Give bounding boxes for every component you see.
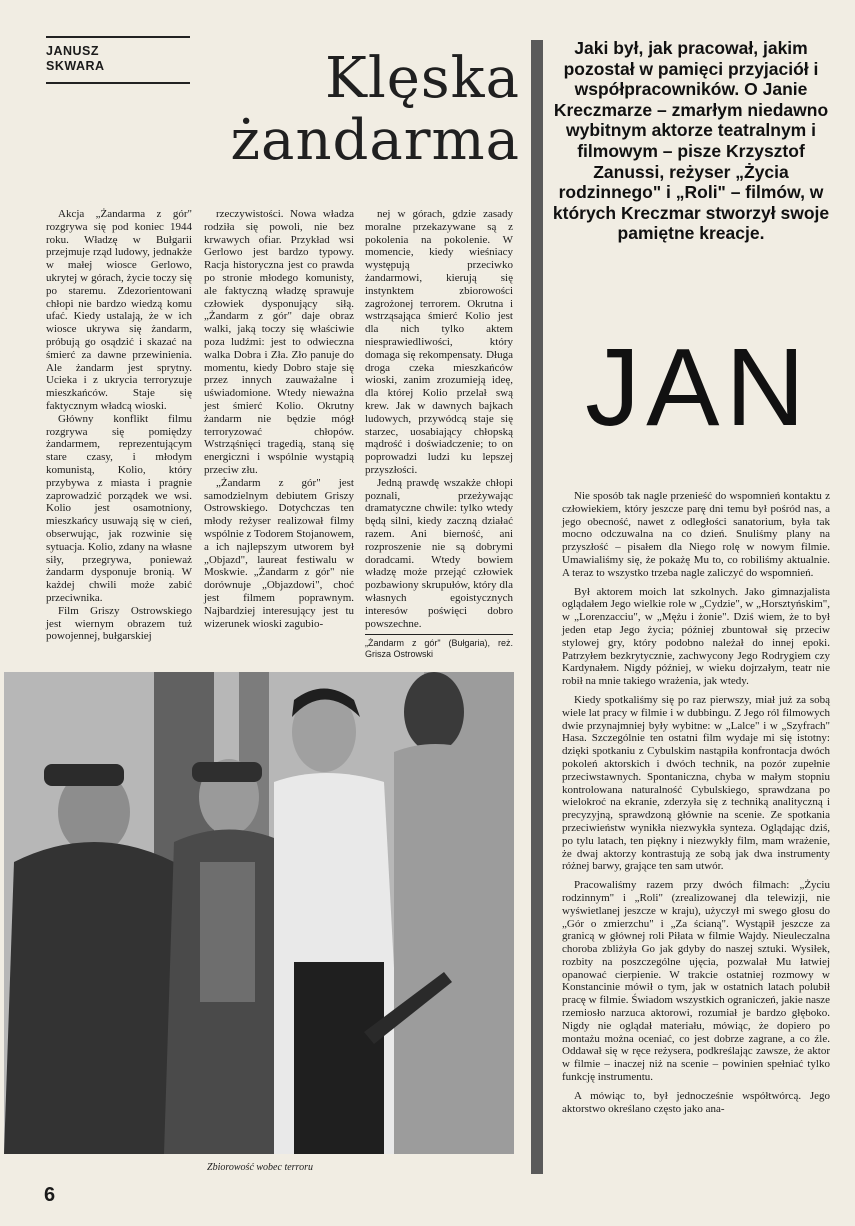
page-number: 6 bbox=[44, 1184, 56, 1206]
film-caption: „Żandarm z gór" (Bułgaria), reż. Grisza Ostrowski bbox=[365, 638, 513, 660]
paragraph: nej w górach, gdzie zasady moralne przekazywane są z pokolenia na pokolenie. W momencie, kiedy wieśniacy występują przeciwko żandarmowi, kierują się instynktem zbiorowości zagrożonej terrorem. Okrutna i wstrząsająca śmierć Kolio jest dla nich tylko aktem niesprawiedliwości, który domaga się rekompensaty. Długa droga czeka mieszkańców wioski, zanim zrozumieją ideę, dla której Kolio przelał swą krew. Jak w dawnych bajkach ludowych, przywódcą staje się starzec, uosabiający chłopską mądrość i doświadczenie; to on poprowadzi ludzi ku lepszej przyszłości. bbox=[365, 208, 513, 476]
paragraph: Akcja „Żandarma z gór" rozgrywa się pod koniec 1944 roku. Władzę w Bułgarii przejmuje rząd ludowy, jednakże w małej wiosce Gerlowo, ukrytej w górach, życie toczy się po staremu. Zdezorientowani chłopi nie bardzo wiedzą komu ufać. Kiedy ustalają, że w ich wiosce ukrywa się żandarm, próbują go osądzić i skazać na śmierć za dawne przewinienia. Ale żandarm jest sprytny. Ucieka i z ukrycia terroryzuje mieszkańców. Staje się faktycznym władcą wioski. bbox=[46, 208, 192, 412]
article-column-3 bbox=[365, 208, 513, 660]
photo-caption: Zbiorowość wobec terroru bbox=[207, 1162, 313, 1173]
feature-column bbox=[562, 490, 830, 1121]
feature-big-name: JAN bbox=[585, 326, 811, 449]
article-column-2 bbox=[204, 208, 354, 630]
feature-lead: Jaki był, jak pracował, jakim pozostał w pamięci przyjaciół i współpracowników. O Janie Kreczmarze – zmarłym niedawno wybitnym aktorze teatralnym i filmowym – pisze Krzysztof Zanussi, reżyser „Życia rodzinnego" i „Roli" – filmów, w których Kreczmar stworzył swoje pamiętne kreacje. bbox=[552, 38, 830, 244]
author-first-name: JANUSZ bbox=[46, 44, 100, 58]
film-still-photo bbox=[4, 672, 514, 1154]
title-line-1: Klęska bbox=[325, 46, 520, 111]
film-still-illustration bbox=[4, 672, 514, 1154]
paragraph: Był aktorem moich lat szkolnych. Jako gimnazjalista oglądałem Jego wielkie role w „Cydzie", w „Horsztyńskim", w „Lorenzacciu", w „Mężu i żonie". Dziś wiem, że to był jeden etap Jego życia; później zbuntował się przeciw stylowej gry, który podobno należał do innej epoki. Patrzyłem bezkrytycznie, zachwycony Jego Rodrygiem czy Kardynałem. Nigdy później, w wieku dojrzałym, teatr nie robił na mnie takiego wrażenia, jak wtedy. bbox=[562, 585, 830, 688]
vertical-divider-bar bbox=[531, 40, 543, 1174]
caption-rule bbox=[365, 634, 513, 635]
paragraph: Jedną prawdę wszakże chłopi poznali, przeżywając dramatyczne chwile: tylko wtedy będą silni, kiedy zaczną działać razem. Ani bierność, ani rozproszenie nie są dobrymi doradcami. Wtedy bowiem władzę może przejąć człowiek pozbawiony skrupułów, który dla własnych egoistycznych interesów poświęci dobro powszechne. bbox=[365, 476, 513, 630]
paragraph: Film Griszy Ostrowskiego jest wiernym obrazem tuż powojennej, bułgarskiej bbox=[46, 604, 192, 643]
paragraph: Kiedy spotkaliśmy się po raz pierwszy, miał już za sobą wiele lat pracy w filmie i w dubbingu. Z Jego ról filmowych dwie przynajmniej były wybitne: w „Lalce" i w „Szyfrach" Hasa. Szczególnie ten ostatni film wydaje mi się istotny: dzięki spotkaniu z Cybulskim nastąpiła konfrontacja dwóch pokoleń aktorskich i dwóch technik, na pozór zupełnie przeciwstawnych. Spontaniczna, chyba w małym stopniu kontrolowana naturalność Cybulskiego, sprawdzana po wielokroć na ekranie, zderzyła się z techniką analityczną i precyzyjną, sprawdzoną głównie na scenie. Ze spotkania przeciwieństw wynikła niezwykła synteza. Oglądając dziś, po tylu latach, ten piękny i niezwykły film, mam wrażenie, że dwaj aktorzy kontrastują ze sobą jak dwa instrumenty różnej barwy, grające ten sam utwór. bbox=[562, 693, 830, 873]
paragraph: Główny konflikt filmu rozgrywa się pomiędzy żandarmem, reprezentującym stare czasy, i młodym komunistą, Kolio, który przybywa z miasta i pragnie zaprowadzić porządek we wsi. Kolio jest osamotniony, mieszkańcy usuwają się w cień, obserwując, jak rozwinie się sytuacja. Kolio, zdany na własne siły, przegrywa, ponieważ żandarm dysponuje bronią. W każdej chwili może zabić przeciwnika. bbox=[46, 412, 192, 604]
author-name bbox=[46, 44, 186, 74]
author-bottom-rule bbox=[46, 82, 190, 84]
paragraph: A mówiąc to, był jednocześnie współtwórcą. Jego aktorstwo określano często jako ana- bbox=[562, 1089, 830, 1115]
paragraph: Nie sposób tak nagle przenieść do wspomnień kontaktu z człowiekiem, który jeszcze parę dni temu był pośród nas, a jego obecność, nawet z odległości sanatorium, była tak mocno odczuwalna na co dzień. Snuliśmy plany na przyszłość – pisałem dla Niego rolę w nowym filmie. Umawialiśmy się, że pokażę Mu to, co robiliśmy aktualnie. A teraz to wszystko trzeba nagle zaliczyć do wspomnień. bbox=[562, 490, 830, 579]
author-last-name: SKWARA bbox=[46, 59, 105, 73]
article-column-1 bbox=[46, 208, 192, 643]
title-line-2: żandarma bbox=[230, 108, 520, 173]
author-top-rule bbox=[46, 36, 190, 38]
paragraph: „Żandarm z gór" jest samodzielnym debiutem Griszy Ostrowskiego. Dotychczas ten młody reżyser realizował filmy wspólnie z Todorem Stojanowem, a ich najlepszym utworem był „Objazd", laureat festiwalu w Moskwie. „Żandarm z gór" nie dorównuje „Objazdowi", choć jest filmem poprawnym. Najbardziej interesujący jest tu wizerunek wioski zagubio- bbox=[204, 476, 354, 630]
paragraph: rzeczywistości. Nowa władza rodziła się powoli, nie bez krwawych ofiar. Przykład wsi Gerlowo jest bardzo typowy. Racja historyczna jest co prawda po stronie młodego komunisty, ale faktyczną władzę sprawuje człowiek dysponujący siłą. „Żandarm z gór" daje obraz walki, jaką toczy się właściwie poza ludźmi: jest to odwieczna walka Dobra i Zła. Zło panuje do momentu, kiedy Dobro staje się przez innych zauważalne i uświadomione. Wtedy nieważna jest śmierć Kolio. Okrutny żandarm nie będzie mógł terroryzować chłopów. Wstrząśnięci tragedią, staną się energiczni i wspólnie wystąpią przeciw złu. bbox=[204, 208, 354, 476]
article-title bbox=[170, 48, 520, 172]
paragraph: Pracowaliśmy razem przy dwóch filmach: „Życiu rodzinnym" i „Roli" (zrealizowanej dla telewizji, nie wyświetlanej jeszcze w kraju), użyczył mi swego głosu do „Gór o zmierzchu" i „Za ścianą". Wystąpił jeszcze za granicą w głównej roli Piłata w filmie Wajdy. Nieuleczalna choroba zbliżyła Go jak gdyby do naszej sztuki. Wysiłek, rozbity na poszczególne ujęcia, pozwalał Mu łatwiej opanować cierpienie. W trakcie ostatniej rozmowy w Konstancinie mówił o tym, jak w ostatnich latach polubił pracę w filmie. Świadom wszystkich ograniczeń, jakie nasze rzemiosło narzuca aktorowi, rozumiał je bardzo głęboko. Nigdy nie oglądał materiału, mówiąc, że dopiero po montażu można oceniać, co jest dobrze zagrane, a co źle. Oddawał się w ręce reżysera, podkreślając zawsze, że aktor w filmie – inaczej niż na scenie – powinien spełniać tylko funkcję instrumentu. bbox=[562, 879, 830, 1084]
